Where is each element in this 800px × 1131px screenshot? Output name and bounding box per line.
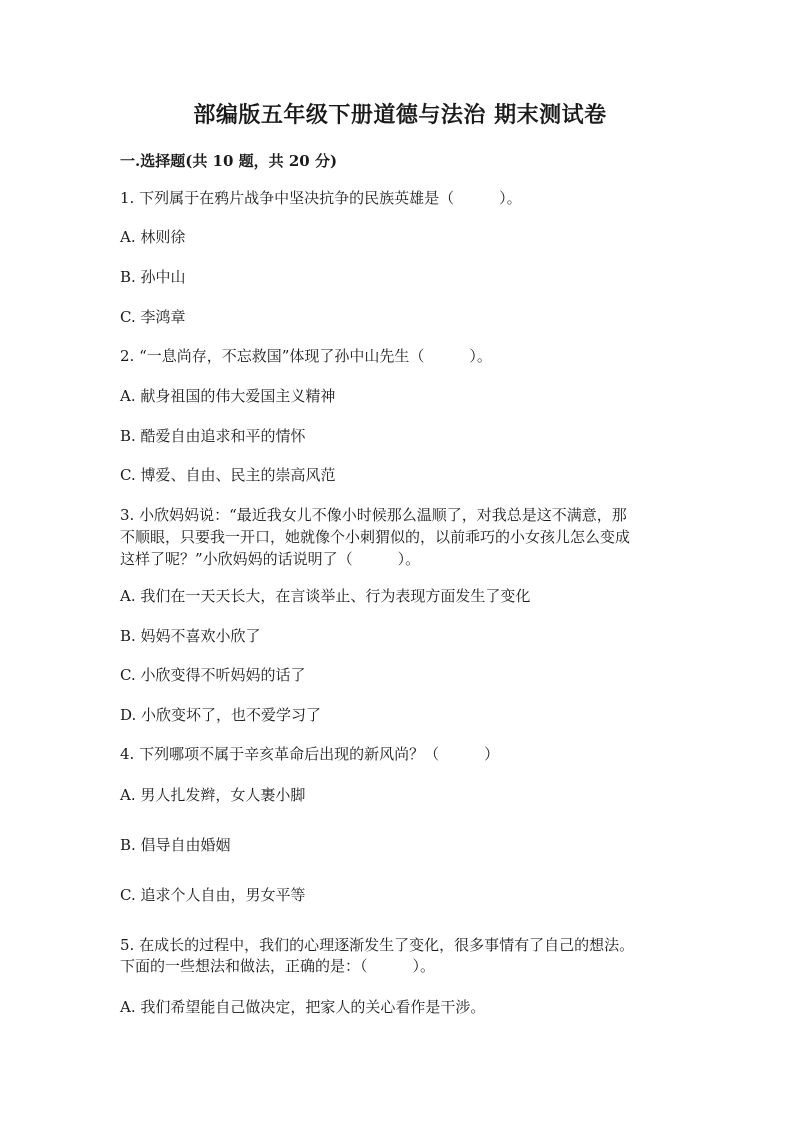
question-2-option-c[interactable]: C. 博爱、自由、民主的崇高风范 bbox=[120, 466, 336, 484]
question-3-stem-line-3: 这样了呢？”小欣妈妈的话说明了（ ）。 bbox=[120, 550, 421, 568]
question-4-option-a[interactable]: A. 男人扎发辫，女人裹小脚 bbox=[120, 786, 306, 804]
question-5-stem-line-2: 下面的一些想法和做法，正确的是：（ ）。 bbox=[120, 957, 436, 975]
question-1-stem: 1. 下列属于在鸦片战争中坚决抗争的民族英雄是（ ）。 bbox=[120, 189, 522, 207]
question-3-option-a[interactable]: A. 我们在一天天长大，在言谈举止、行为表现方面发生了变化 bbox=[120, 587, 531, 605]
question-5-stem-line-1: 5. 在成长的过程中，我们的心理逐渐发生了变化，很多事情有了自己的想法。 bbox=[120, 936, 635, 954]
question-3-stem-line-2: 不顺眼，只要我一开口，她就像个小刺猬似的，以前乖巧的小女孩儿怎么变成 bbox=[120, 528, 631, 546]
question-3-option-d[interactable]: D. 小欣变坏了，也不爱学习了 bbox=[120, 706, 322, 724]
question-3-option-b[interactable]: B. 妈妈不喜欢小欣了 bbox=[120, 627, 261, 645]
page-title: 部编版五年级下册道德与法治 期末测试卷 bbox=[193, 102, 607, 128]
question-2-option-a[interactable]: A. 献身祖国的伟大爱国主义精神 bbox=[120, 387, 336, 405]
question-4-option-c[interactable]: C. 追求个人自由，男女平等 bbox=[120, 886, 306, 904]
question-3-stem-line-1: 3. 小欣妈妈说：“最近我女儿不像小时候那么温顺了，对我总是这不满意，那 bbox=[120, 506, 627, 524]
question-1-option-b[interactable]: B. 孙中山 bbox=[120, 268, 186, 286]
question-4-stem: 4. 下列哪项不属于辛亥革命后出现的新风尚？（ ） bbox=[120, 745, 500, 763]
question-2-stem: 2. “一息尚存，不忘救国”体现了孙中山先生（ ）。 bbox=[120, 347, 492, 365]
question-1-option-c[interactable]: C. 李鸿章 bbox=[120, 308, 186, 326]
question-3-option-c[interactable]: C. 小欣变得不听妈妈的话了 bbox=[120, 666, 306, 684]
question-4-option-b[interactable]: B. 倡导自由婚姻 bbox=[120, 836, 231, 854]
question-2-option-b[interactable]: B. 酷爱自由追求和平的情怀 bbox=[120, 427, 306, 445]
question-5-option-a[interactable]: A. 我们希望能自己做决定，把家人的关心看作是干涉。 bbox=[120, 998, 486, 1016]
question-1-option-a[interactable]: A. 林则徐 bbox=[120, 228, 186, 246]
section-heading: 一.选择题(共 10 题，共 20 分) bbox=[120, 152, 338, 170]
